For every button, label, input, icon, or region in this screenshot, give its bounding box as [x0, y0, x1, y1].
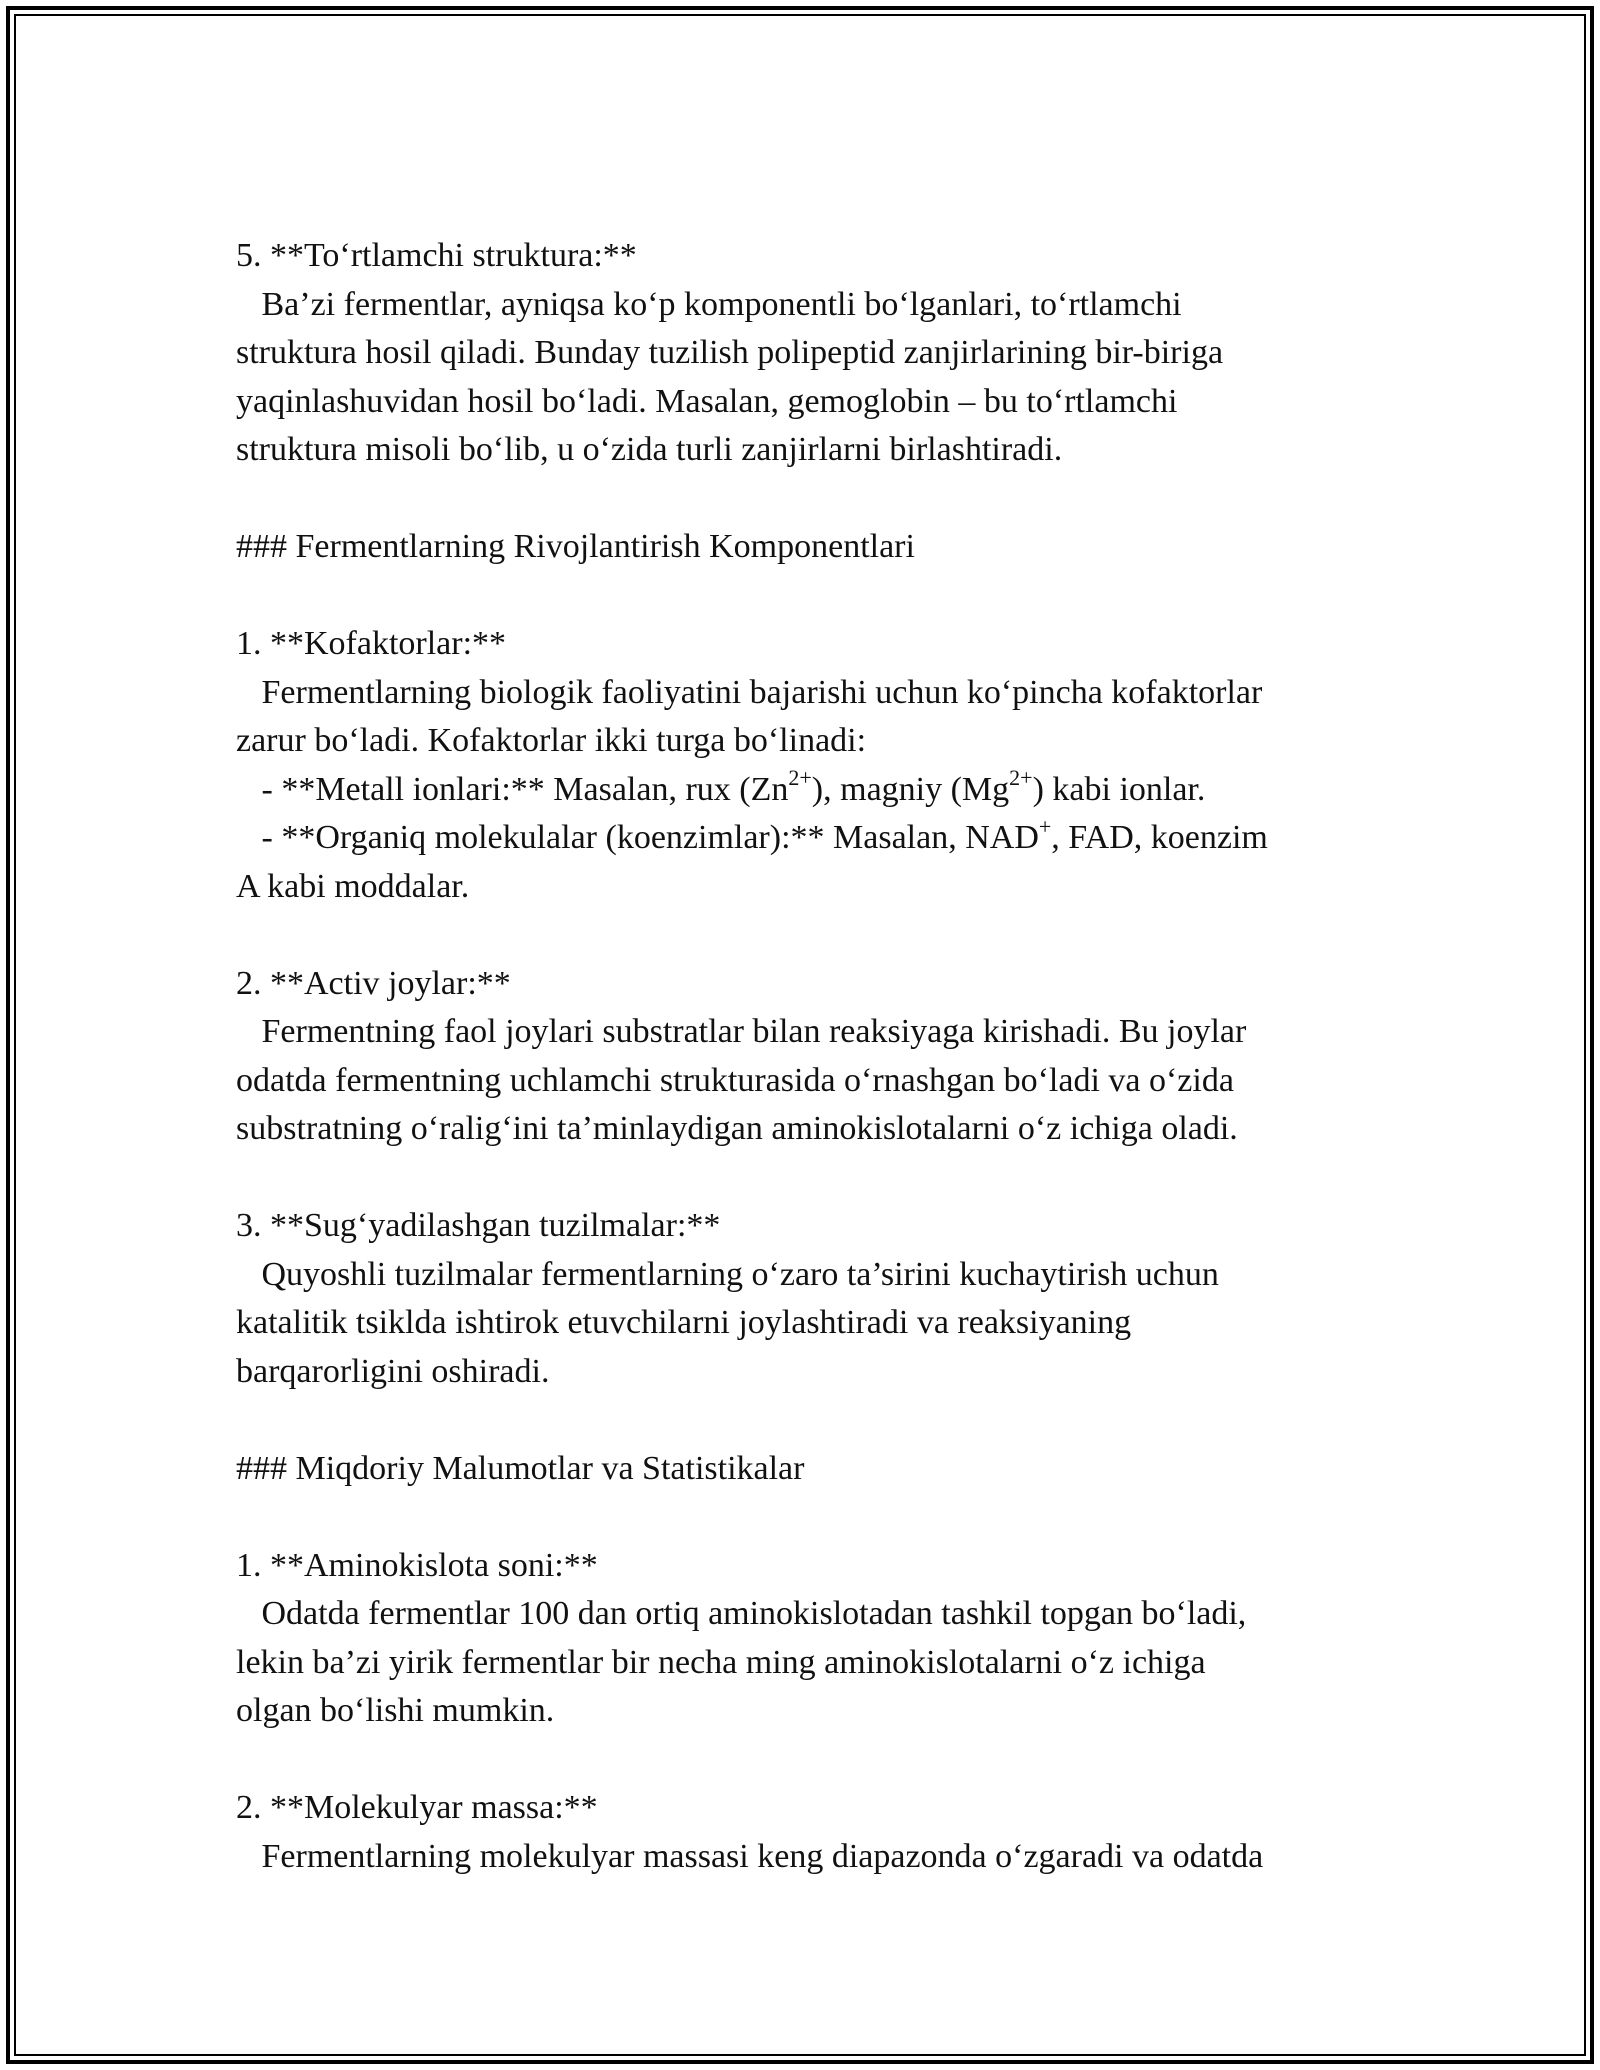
spacer: [236, 475, 1366, 524]
magnesium-charge: 2+: [1009, 765, 1033, 791]
paragraph-line: Quyoshli tuzilmalar fermentlarning o‘zaro ta’sirini kuchaytirish uchun: [236, 1255, 1219, 1293]
section-heading-active-sites: 2. **Activ joylar:**: [236, 964, 511, 1002]
list-item-organic-molecules: [236, 814, 1366, 863]
paragraph-line: yaqinlashuvidan hosil bo‘ladi. Masalan, gemoglobin – bu to‘rtlamchi: [236, 382, 1178, 420]
paragraph-line: barqarorligini oshiradi.: [236, 1352, 550, 1390]
section-heading-quaternary-structure: 5. **To‘rtlamchi struktura:**: [236, 237, 637, 274]
paragraph-line: lekin ba’zi yirik fermentlar bir necha ming aminokislotalarni o‘z ichiga: [236, 1643, 1206, 1681]
subsection-heading-statistics: ### Miqdoriy Malumotlar va Statistikalar: [236, 1449, 805, 1487]
organic-prefix: - **Organiq molekulalar (koenzimlar):** Masalan, NAD: [236, 819, 1039, 856]
document-body: [236, 232, 1366, 1881]
spacer: [236, 1154, 1366, 1203]
paragraph-line: Fermentlarning biologik faoliyatini bajarishi uchun ko‘pincha kofaktorlar: [236, 673, 1263, 711]
paragraph-line: odatda fermentning uchlamchi strukturasida o‘rnashgan bo‘ladi va o‘zida: [236, 1061, 1234, 1099]
list-item-metal-ions: [236, 766, 1366, 815]
paragraph-line: katalitik tsiklda ishtirok etuvchilarni joylashtiradi va reaksiyaning: [236, 1304, 1132, 1341]
paragraph-line: Fermentning faol joylari substratlar bilan reaksiyaga kirishadi. Bu joylar: [236, 1013, 1247, 1050]
spacer: [236, 911, 1366, 960]
organic-suffix: , FAD, koenzim: [1051, 819, 1268, 856]
paragraph-line: A kabi moddalar.: [236, 867, 470, 905]
metal-ions-prefix: - **Metall ionlari:** Masalan, rux (Zn: [236, 770, 789, 808]
zinc-charge: 2+: [788, 765, 812, 791]
paragraph-line: Ba’zi fermentlar, ayniqsa ko‘p komponentli bo‘lganlari, to‘rtlamchi: [236, 285, 1182, 323]
paragraph-line: struktura misoli bo‘lib, u o‘zida turli zanjirlarni birlashtiradi.: [236, 431, 1063, 468]
nad-charge: +: [1038, 813, 1052, 839]
paragraph-line: struktura hosil qiladi. Bunday tuzilish polipeptid zanjirlarining bir-biriga: [236, 334, 1224, 371]
spacer: [236, 1396, 1366, 1445]
paragraph-line: Odatda fermentlar 100 dan ortiq aminokislotadan tashkil topgan bo‘ladi,: [236, 1595, 1247, 1632]
paragraph-line: Fermentlarning molekulyar massasi keng diapazonda o‘zgaradi va odatda: [236, 1837, 1264, 1875]
section-heading-structures: 3. **Sug‘yadilashgan tuzilmalar:**: [236, 1207, 721, 1244]
subsection-heading-components: ### Fermentlarning Rivojlantirish Komponentlari: [236, 528, 915, 565]
section-heading-cofactors: 1. **Kofaktorlar:**: [236, 625, 507, 662]
section-heading-molecular-mass: 2. **Molekulyar massa:**: [236, 1789, 598, 1826]
paragraph-line: zarur bo‘ladi. Kofaktorlar ikki turga bo‘linadi:: [236, 722, 867, 759]
metal-ions-suffix: ) kabi ionlar.: [1032, 770, 1206, 808]
spacer: [236, 1493, 1366, 1542]
metal-ions-middle: ), magniy (Mg: [811, 770, 1010, 808]
section-heading-amino-acid-count: 1. **Aminokislota soni:**: [236, 1546, 598, 1584]
spacer: [236, 572, 1366, 621]
paragraph-line: olgan bo‘lishi mumkin.: [236, 1692, 555, 1729]
paragraph-line: substratning o‘ralig‘ini ta’minlaydigan aminokislotalarni o‘z ichiga oladi.: [236, 1110, 1238, 1147]
spacer: [236, 1736, 1366, 1785]
